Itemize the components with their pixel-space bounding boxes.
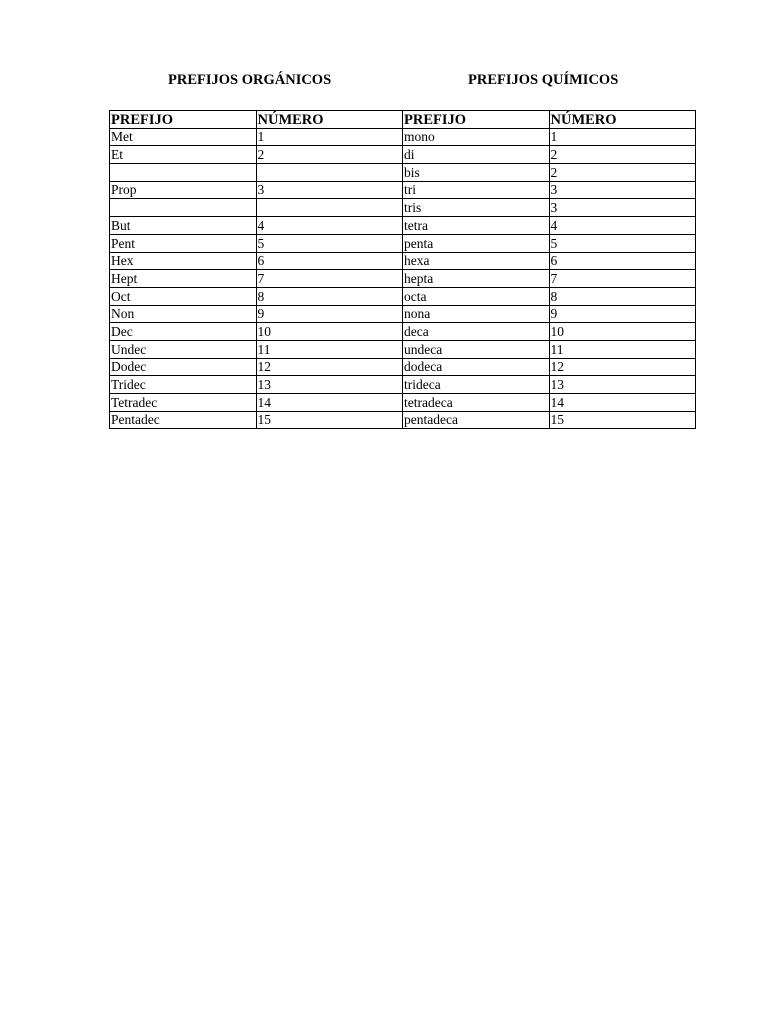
organic-number-cell: 12 [256,358,403,376]
header-chemical-prefix: PREFIJO [403,111,550,129]
organic-number-cell: 9 [256,305,403,323]
chemical-number-cell: 3 [549,199,696,217]
organic-number-cell: 15 [256,411,403,429]
organic-prefix-cell: Dodec [110,358,257,376]
table-row [110,305,696,323]
organic-prefix-cell: Oct [110,287,257,305]
table-row [110,234,696,252]
organic-number-cell: 5 [256,234,403,252]
chemical-prefix-cell: bis [403,164,550,182]
organic-prefixes-heading: PREFIJOS ORGÁNICOS [168,72,332,88]
organic-number-cell: 13 [256,376,403,394]
header-chemical-number: NÚMERO [549,111,696,129]
table-row [110,376,696,394]
organic-number-cell: 4 [256,217,403,235]
organic-prefix-cell [110,199,257,217]
organic-prefix-cell: Prop [110,181,257,199]
chemical-number-cell: 10 [549,323,696,341]
header-organic-prefix: PREFIJO [110,111,257,129]
chemical-number-cell: 3 [549,181,696,199]
table-row [110,252,696,270]
chemical-number-cell: 2 [549,146,696,164]
organic-prefix-cell: Non [110,305,257,323]
chemical-number-cell: 15 [549,411,696,429]
table-row [110,181,696,199]
organic-prefix-cell: But [110,217,257,235]
chemical-number-cell: 9 [549,305,696,323]
chemical-prefix-cell: mono [403,128,550,146]
organic-number-cell: 6 [256,252,403,270]
table-row [110,394,696,412]
table-header-row [110,111,696,129]
chemical-prefix-cell: di [403,146,550,164]
chemical-prefix-cell: undeca [403,340,550,358]
table-row [110,217,696,235]
table-row [110,340,696,358]
chemical-number-cell: 11 [549,340,696,358]
chemical-prefix-cell: tri [403,181,550,199]
organic-number-cell [256,199,403,217]
organic-number-cell: 3 [256,181,403,199]
table-row [110,128,696,146]
organic-prefix-cell: Met [110,128,257,146]
chemical-number-cell: 8 [549,287,696,305]
organic-prefix-cell [110,164,257,182]
chemical-prefix-cell: dodeca [403,358,550,376]
organic-number-cell: 11 [256,340,403,358]
organic-number-cell: 14 [256,394,403,412]
chemical-number-cell: 6 [549,252,696,270]
chemical-prefix-cell: tetradeca [403,394,550,412]
chemical-number-cell: 5 [549,234,696,252]
organic-number-cell: 10 [256,323,403,341]
organic-number-cell: 2 [256,146,403,164]
chemical-prefix-cell: nona [403,305,550,323]
chemical-number-cell: 14 [549,394,696,412]
chemical-number-cell: 13 [549,376,696,394]
chemical-prefix-cell: pentadeca [403,411,550,429]
organic-prefix-cell: Et [110,146,257,164]
table-row [110,270,696,288]
organic-prefix-cell: Undec [110,340,257,358]
organic-prefix-cell: Hex [110,252,257,270]
chemical-prefix-cell: tetra [403,217,550,235]
organic-prefix-cell: Pentadec [110,411,257,429]
chemical-prefixes-heading: PREFIJOS QUÍMICOS [468,72,619,88]
organic-number-cell: 7 [256,270,403,288]
chemical-number-cell: 1 [549,128,696,146]
organic-prefix-cell: Dec [110,323,257,341]
chemical-prefix-cell: hexa [403,252,550,270]
organic-number-cell: 8 [256,287,403,305]
chemical-number-cell: 7 [549,270,696,288]
table-row [110,164,696,182]
organic-number-cell: 1 [256,128,403,146]
table-row [110,411,696,429]
table-row [110,287,696,305]
organic-prefix-cell: Pent [110,234,257,252]
table-row [110,146,696,164]
organic-prefix-cell: Tetradec [110,394,257,412]
chemical-prefix-cell: hepta [403,270,550,288]
table-row [110,358,696,376]
header-organic-number: NÚMERO [256,111,403,129]
prefix-table [109,110,696,429]
organic-prefix-cell: Hept [110,270,257,288]
table-row [110,199,696,217]
chemical-prefix-cell: tris [403,199,550,217]
chemical-number-cell: 12 [549,358,696,376]
chemical-prefix-cell: penta [403,234,550,252]
table-row [110,323,696,341]
chemical-prefix-cell: octa [403,287,550,305]
organic-number-cell [256,164,403,182]
chemical-number-cell: 4 [549,217,696,235]
organic-prefix-cell: Tridec [110,376,257,394]
table-body [110,128,696,429]
chemical-prefix-cell: trideca [403,376,550,394]
chemical-prefix-cell: deca [403,323,550,341]
chemical-number-cell: 2 [549,164,696,182]
